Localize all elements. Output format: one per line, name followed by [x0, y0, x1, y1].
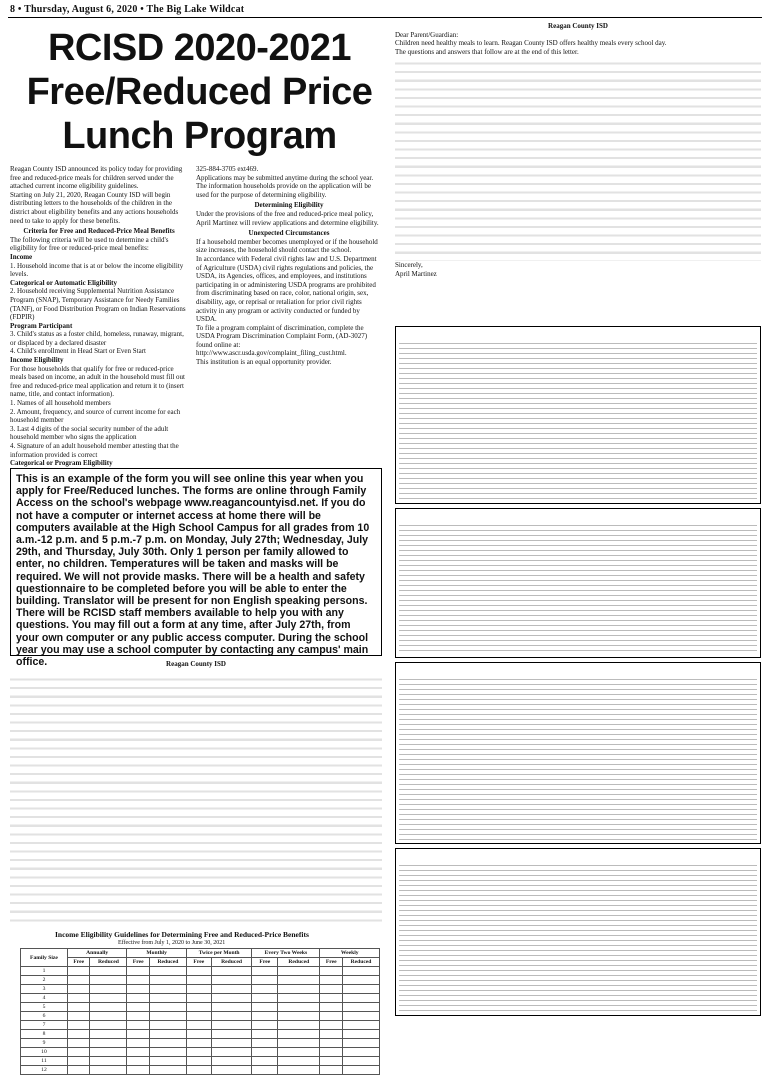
letter-qa-body — [395, 56, 761, 261]
article-column-2 — [196, 165, 382, 465]
table-cell — [211, 1021, 252, 1030]
table-cell — [127, 1057, 150, 1066]
table-row — [21, 1021, 380, 1030]
table-row — [21, 994, 380, 1003]
table-cell — [67, 994, 90, 1003]
table-cell — [342, 985, 379, 994]
table-row — [21, 1003, 380, 1012]
table-cell — [278, 994, 320, 1003]
table-cell — [67, 967, 90, 976]
table-cell — [149, 994, 186, 1003]
table-sub-header: Free — [320, 958, 343, 967]
subheading: Program Participant — [10, 321, 73, 330]
table-cell — [90, 1012, 127, 1021]
paragraph: 1. Household income that is at or below the income eligibility levels. — [10, 261, 184, 279]
table-cell: 4 — [21, 994, 68, 1003]
paragraph: 4. Child's enrollment in Head Start or Even Start — [10, 347, 146, 356]
table-cell — [320, 1057, 343, 1066]
letter-closing: Sincerely, — [395, 261, 423, 270]
table-cell — [67, 1012, 90, 1021]
table-cell — [320, 1030, 343, 1039]
table-cell — [149, 1030, 186, 1039]
table-cell — [278, 1012, 320, 1021]
application-form-spanish-page-1 — [395, 662, 761, 844]
paragraph: 3. Child's status as a foster child, homeless, runaway, migrant, or displaced by a declared disaster — [10, 330, 184, 347]
table-cell — [342, 1030, 379, 1039]
table-cell — [252, 1021, 278, 1030]
table-cell — [278, 976, 320, 985]
table-cell: 8 — [21, 1030, 68, 1039]
table-cell — [278, 985, 320, 994]
table-cell — [186, 1039, 211, 1048]
form-fields — [399, 675, 757, 840]
table-cell — [211, 1003, 252, 1012]
table-cell — [252, 1057, 278, 1066]
table-cell — [67, 1021, 90, 1030]
table-cell: 9 — [21, 1039, 68, 1048]
table-sub-header: Reduced — [211, 958, 252, 967]
table-cell — [320, 967, 343, 976]
table-sub-header: Reduced — [342, 958, 379, 967]
table-row — [21, 1048, 380, 1057]
table-group-header-row — [21, 949, 380, 958]
table-cell — [90, 1039, 127, 1048]
table-cell — [186, 1048, 211, 1057]
table-cell — [149, 1048, 186, 1057]
table-cell — [342, 1021, 379, 1030]
table-cell — [127, 1039, 150, 1048]
form-fields — [399, 521, 757, 654]
paragraph: The following criteria will be used to determine a child's eligibility for free or reduced-price meal benefits: — [10, 235, 169, 253]
table-cell — [211, 1057, 252, 1066]
table-cell — [252, 994, 278, 1003]
table-cell — [278, 1039, 320, 1048]
income-table-subtitle: Effective from July 1, 2020 to June 30, 2021 — [118, 940, 226, 946]
table-group-header: Twice per Month — [186, 949, 252, 958]
table-cell — [252, 1066, 278, 1075]
table-cell — [67, 976, 90, 985]
table-cell — [211, 1066, 252, 1075]
table-cell: 10 — [21, 1048, 68, 1057]
table-cell — [342, 994, 379, 1003]
table-cell — [127, 1012, 150, 1021]
table-cell — [252, 967, 278, 976]
letter-heading: Reagan County ISD — [548, 22, 608, 30]
header-rule — [8, 17, 762, 18]
table-cell — [320, 985, 343, 994]
table-sub-header: Reduced — [90, 958, 127, 967]
table-cell — [186, 994, 211, 1003]
table-cell — [90, 1021, 127, 1030]
paragraph: 2. Household receiving Supplemental Nutrition Assistance Program (SNAP), Temporary Assistance for Needy Families (TANF), or Food Distribution Program on Indian Reservations (FDPIR) — [10, 287, 186, 322]
paragraph: For those households that qualify for free or reduced-price meals based on income, an adult in the household must fill out free and reduced-price meal application and return it to (insert name, title, and contact information). — [10, 364, 185, 399]
section-heading: Unexpected Circumstances — [248, 229, 330, 238]
form-fields — [399, 861, 757, 1012]
spanish-heading: Reagan County ISD — [166, 660, 226, 668]
table-cell — [320, 1048, 343, 1057]
table-row — [21, 1039, 380, 1048]
table-cell — [90, 985, 127, 994]
section-heading: Determining Eligibility — [254, 201, 324, 210]
subheading: Income Eligibility — [10, 356, 64, 365]
subheading: Income — [10, 252, 33, 261]
application-form-spanish-page-2 — [395, 848, 761, 1016]
table-cell: 11 — [21, 1057, 68, 1066]
table-cell — [278, 1030, 320, 1039]
table-cell — [90, 976, 127, 985]
table-cell — [67, 1030, 90, 1039]
table-cell — [127, 1030, 150, 1039]
table-row — [21, 967, 380, 976]
table-row — [21, 976, 380, 985]
table-row — [21, 1030, 380, 1039]
paragraph: This institution is an equal opportunity provider. — [196, 358, 332, 367]
paragraph: 4. Signature of an adult household member attesting that the information provided is correct — [10, 442, 179, 459]
table-cell — [342, 1048, 379, 1057]
table-cell — [252, 1030, 278, 1039]
table-cell — [186, 976, 211, 985]
table-cell — [252, 1012, 278, 1021]
table-cell — [211, 1030, 252, 1039]
table-cell — [67, 1057, 90, 1066]
table-cell — [90, 967, 127, 976]
table-cell — [320, 1012, 343, 1021]
table-cell — [278, 1021, 320, 1030]
table-cell — [320, 976, 343, 985]
paragraph: 2. Amount, frequency, and source of current income for each household member — [10, 407, 181, 425]
table-cell — [342, 1039, 379, 1048]
paragraph: 3. Last 4 digits of the social security number of the adult household member who signs the application — [10, 424, 169, 442]
table-cell — [252, 1048, 278, 1057]
table-row — [21, 985, 380, 994]
table-sub-header: Reduced — [149, 958, 186, 967]
table-cell — [127, 1021, 150, 1030]
table-cell — [186, 1030, 211, 1039]
paragraph: To file a program complaint of discrimination, complete the USDA Program Discrimination Complaint Form, (AD-3027) found online at: http://www.ascr.usda.gov/complaint_filing_cust.html. — [196, 323, 368, 358]
table-cell — [342, 1066, 379, 1075]
table-cell — [252, 985, 278, 994]
table-cell: 6 — [21, 1012, 68, 1021]
table-row — [21, 1066, 380, 1075]
income-table-title: Income Eligibility Guidelines for Determining Free and Reduced-Price Benefits — [55, 930, 309, 939]
table-cell — [342, 1012, 379, 1021]
table-cell — [186, 967, 211, 976]
table-cell — [320, 1021, 343, 1030]
table-cell — [252, 1003, 278, 1012]
table-cell — [186, 1003, 211, 1012]
table-cell — [186, 985, 211, 994]
table-cell — [90, 1048, 127, 1057]
table-cell — [186, 1066, 211, 1075]
table-cell — [127, 967, 150, 976]
section-heading: Criteria for Free and Reduced-Price Meal Benefits — [23, 227, 175, 236]
table-group-header: Weekly — [320, 949, 380, 958]
spanish-letter-body — [10, 672, 382, 924]
letter-signer: April Martinez — [395, 269, 437, 278]
table-cell — [67, 1039, 90, 1048]
letter-paragraph: The questions and answers that follow are at the end of this letter. — [395, 47, 579, 56]
table-cell — [127, 1003, 150, 1012]
table-cell — [127, 1048, 150, 1057]
form-fields — [399, 339, 757, 500]
table-cell: 3 — [21, 985, 68, 994]
table-cell — [342, 967, 379, 976]
table-cell — [278, 1048, 320, 1057]
table-cell — [149, 1039, 186, 1048]
table-group-header: Annually — [67, 949, 126, 958]
table-row — [21, 1012, 380, 1021]
article-column-1 — [10, 165, 188, 468]
table-cell — [342, 1003, 379, 1012]
subheading: Categorical or Program Eligibility — [10, 459, 113, 468]
table-group-header: Family Size — [21, 949, 68, 967]
paragraph: 325-884-3705 ext469. — [196, 165, 259, 173]
table-cell: 5 — [21, 1003, 68, 1012]
table-cell — [149, 985, 186, 994]
table-cell — [127, 994, 150, 1003]
table-cell — [186, 1012, 211, 1021]
table-cell — [90, 1003, 127, 1012]
table-cell — [90, 1057, 127, 1066]
table-cell — [278, 1003, 320, 1012]
table-sub-header: Free — [67, 958, 90, 967]
table-cell — [90, 1066, 127, 1075]
table-cell — [211, 1012, 252, 1021]
table-sub-header-row — [21, 958, 380, 967]
table-cell — [320, 1039, 343, 1048]
table-cell — [320, 1003, 343, 1012]
table-cell — [67, 1003, 90, 1012]
table-cell — [149, 967, 186, 976]
title-line-3: Lunch Program — [62, 115, 337, 157]
table-cell — [127, 976, 150, 985]
table-cell — [149, 1012, 186, 1021]
table-cell — [320, 994, 343, 1003]
table-cell — [211, 985, 252, 994]
title-line-2: Free/Reduced Price — [26, 71, 373, 113]
table-sub-header: Free — [186, 958, 211, 967]
application-form-english-page-2 — [395, 508, 761, 658]
page-header: 8 • Thursday, August 6, 2020 • The Big Lake Wildcat — [10, 4, 245, 15]
table-cell — [149, 1066, 186, 1075]
table-cell — [211, 994, 252, 1003]
table-cell — [90, 1030, 127, 1039]
table-cell — [149, 1003, 186, 1012]
paragraph: In accordance with Federal civil rights law and U.S. Department of Agriculture (USDA) civil rights regulations and policies, the USDA, its Agencies, offices, and employees, and institutions participating in or administering USDA programs are prohibited from discriminating based on race, color, national origin, sex, disability, age, or reprisal or retaliation for prior civil rights activity in any program or activity conducted or funded by USDA. — [196, 254, 377, 324]
paragraph: Starting on July 21, 2020, Reagan County ISD will begin distributing letters to the households of the children in the district about eligibility benefits and any actions households need to take to apply for these benefits. — [10, 190, 179, 225]
table-cell — [320, 1066, 343, 1075]
paragraph: Applications may be submitted anytime during the school year. The information households provide on the application will be used for the purpose of determining eligibility. — [196, 173, 374, 199]
online-application-notice: This is an example of the form you will see online this year when you apply for Free/Reduced lunches. The forms are online through Family Access on the school's webpage www.reagancountyisd.net. If you do not have a computer or internet access at home there will be computers available at the High School Campus for all grades from 10 a.m.-12 p.m. and 5 p.m.-7 p.m. on Monday, July 27th; Wednesday, July 29th, and Thursday, July 30th. Only 1 person per family allowed to enter, no children. Temperatures will be taken and masks will be required. We will not provide masks. There will be a health and safety questionnaire to be completed before you will be able to enter the building. Translator will be present for non English speaking persons. There will be RCISD staff members available to help you with any questions. You may fill out a form at any time, after July 27th, from your own computer or any public access computer. During the school year you may use a school computer by contacting any campus' main office. — [10, 468, 382, 656]
table-cell — [342, 976, 379, 985]
title-line-1: RCISD 2020-2021 — [47, 27, 351, 69]
table-cell — [67, 1048, 90, 1057]
english-letter — [395, 20, 761, 320]
letter-salutation: Dear Parent/Guardian: — [395, 30, 459, 39]
table-cell: 1 — [21, 967, 68, 976]
table-sub-header: Free — [252, 958, 278, 967]
table-cell — [278, 1066, 320, 1075]
subheading: Categorical or Automatic Eligibility — [10, 278, 117, 287]
paragraph: 1. Names of all household members — [10, 399, 111, 408]
table-cell — [211, 967, 252, 976]
table-cell — [211, 1048, 252, 1057]
table-group-header: Every Two Weeks — [252, 949, 320, 958]
paragraph: Reagan County ISD announced its policy today for providing free and reduced-price meals for children served under the attached current income eligibility guidelines. — [10, 165, 183, 191]
table-cell — [149, 1021, 186, 1030]
table-group-header: Monthly — [127, 949, 186, 958]
paragraph: If a household member becomes unemployed or if the household size increases, the household should contact the school. — [196, 237, 378, 255]
letter-paragraph: Children need healthy meals to learn. Reagan County ISD offers healthy meals every school day. — [395, 39, 667, 48]
table-sub-header: Reduced — [278, 958, 320, 967]
table-cell — [186, 1021, 211, 1030]
table-cell — [211, 976, 252, 985]
table-cell — [127, 985, 150, 994]
table-cell — [149, 1057, 186, 1066]
table-cell — [149, 976, 186, 985]
table-sub-header: Free — [127, 958, 150, 967]
income-eligibility-table — [20, 948, 380, 1075]
table-cell — [252, 1039, 278, 1048]
table-cell: 12 — [21, 1066, 68, 1075]
table-cell — [67, 985, 90, 994]
table-cell: 2 — [21, 976, 68, 985]
table-cell — [342, 1057, 379, 1066]
application-form-english-page-1 — [395, 326, 761, 504]
table-cell — [278, 967, 320, 976]
table-cell — [211, 1039, 252, 1048]
table-cell — [67, 1066, 90, 1075]
paragraph: Under the provisions of the free and reduced-price meal policy, April Martinez will review applications and determine eligibility. — [196, 209, 379, 227]
table-cell: 7 — [21, 1021, 68, 1030]
table-cell — [186, 1057, 211, 1066]
table-cell — [278, 1057, 320, 1066]
table-row — [21, 1057, 380, 1066]
page-title — [22, 26, 377, 158]
table-cell — [252, 976, 278, 985]
table-cell — [90, 994, 127, 1003]
table-cell — [127, 1066, 150, 1075]
